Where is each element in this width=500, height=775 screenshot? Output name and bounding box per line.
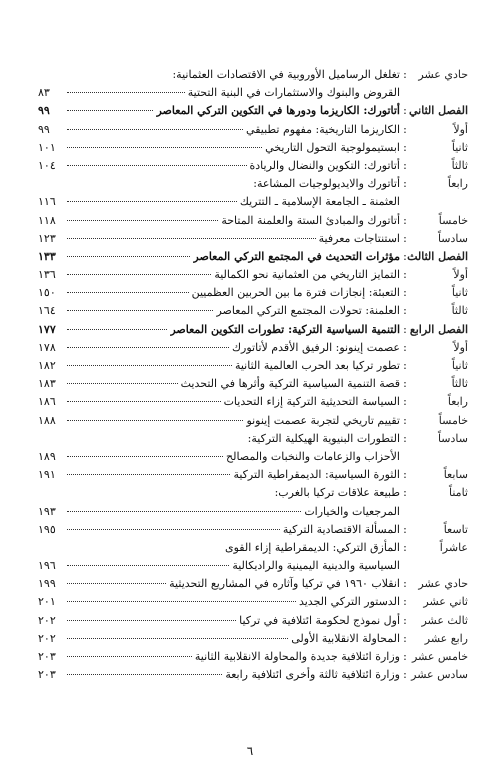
entry-label: تاسعاً — [443, 522, 468, 536]
entry-page-number: ١٩٥ — [38, 522, 56, 536]
toc-entry — [38, 612, 468, 630]
entry-page-number: ١١٦ — [38, 195, 56, 209]
leader-dots — [67, 511, 301, 512]
leader-dots — [67, 238, 316, 239]
entry-label: ثامناً — [449, 486, 468, 500]
entry-colon: : — [403, 395, 407, 409]
toc-entry — [38, 357, 468, 375]
entry-colon: : — [403, 631, 407, 645]
leader-dots — [67, 401, 221, 402]
entry-page-number: ١٩٣ — [38, 504, 56, 518]
toc-entry — [38, 175, 468, 193]
entry-title: أتاتورك والايديولوجيات المشاعة: — [253, 177, 400, 191]
leader-dots — [67, 347, 229, 348]
entry-title: أتاتورك والمبادئ الستة والعلمنة المتاحة — [221, 213, 400, 227]
entry-page-number: ١٨٣ — [38, 377, 56, 391]
entry-colon: : — [403, 522, 407, 536]
entry-label: ثالثاً — [451, 377, 468, 391]
toc-entry — [38, 375, 468, 393]
entry-page-number: ١٠١ — [38, 140, 56, 154]
toc-entry — [38, 430, 468, 448]
entry-title: التمايز التاريخي من العثمانية نحو الكمالية — [214, 268, 400, 282]
toc-entry — [38, 593, 468, 611]
entry-colon: : — [403, 486, 407, 500]
entry-title: القروض والبنوك والاستثمارات في البنية التحتية — [187, 86, 400, 100]
entry-page-number: ٨٣ — [38, 86, 50, 100]
toc-entry — [38, 266, 468, 284]
entry-label: عاشراً — [439, 540, 468, 554]
entry-title: وزارة ائتلافية جديدة والمحاولة الانقلابية الثانية — [194, 650, 400, 663]
toc-entry — [38, 212, 468, 230]
toc-entry — [38, 102, 468, 120]
leader-dots — [67, 292, 189, 293]
entry-page-number: ١٧٨ — [38, 340, 56, 354]
entry-page-number: ١٠٤ — [38, 158, 56, 172]
entry-colon: : — [403, 540, 407, 554]
entry-title: أتاتورك: التكوين والنضال والريادة — [249, 158, 400, 172]
entry-label: ثانياً — [451, 286, 468, 300]
entry-colon: : — [403, 177, 407, 191]
entry-page-number: ١٩٩ — [38, 577, 56, 591]
toc-entry — [38, 157, 468, 175]
entry-colon: : — [403, 122, 407, 136]
entry-label: سادساً — [437, 431, 468, 445]
entry-title: استنتاجات معرفية — [318, 231, 400, 245]
toc-entry — [38, 84, 468, 102]
entry-page-number: ٢٠٢ — [38, 631, 56, 645]
entry-colon: : — [403, 340, 407, 354]
entry-label: الفصل الثاني — [409, 104, 468, 118]
entry-label: الفصل الثالث — [407, 249, 468, 263]
entry-colon: : — [403, 468, 407, 482]
entry-colon: : — [403, 68, 407, 81]
leader-dots — [67, 310, 213, 311]
leader-dots — [67, 383, 178, 384]
leader-dots — [67, 129, 243, 130]
toc-entry — [38, 121, 468, 139]
leader-dots — [67, 583, 166, 584]
leader-dots — [67, 147, 262, 148]
toc-entry — [38, 321, 468, 339]
toc-entry — [38, 193, 468, 211]
entry-colon: : — [403, 613, 407, 627]
entry-page-number: ١٨٩ — [38, 449, 56, 463]
entry-colon: : — [403, 286, 407, 300]
toc-entry — [38, 248, 468, 266]
toc-entry — [38, 648, 468, 666]
entry-title: تقييم تاريخي لتجربة عصمت إينونو — [246, 413, 400, 427]
entry-title: الدستور التركي الجديد — [298, 595, 400, 609]
entry-colon: : — [403, 304, 407, 318]
entry-page-number: ١٩١ — [38, 468, 56, 482]
entry-page-number: ١٣٣ — [38, 249, 56, 263]
entry-label: أولاً — [453, 268, 468, 282]
entry-title: مؤثرات التحديث في المجتمع التركي المعاصر — [193, 249, 400, 263]
entry-label: سابعاً — [443, 468, 468, 482]
entry-colon: : — [403, 104, 407, 118]
entry-label: ثاني عشر — [423, 595, 468, 609]
entry-page-number: ١١٨ — [38, 213, 56, 227]
leader-dots — [67, 365, 232, 366]
entry-label: الفصل الرابع — [409, 322, 468, 336]
toc-entry — [38, 630, 468, 648]
entry-label: أولاً — [453, 122, 468, 136]
entry-label: رابع عشر — [424, 631, 468, 645]
entry-colon: : — [403, 158, 407, 172]
entry-title: الكاريزما التاريخية: مفهوم تطبيقي — [246, 122, 400, 136]
entry-label: ثالثاً — [451, 158, 468, 172]
entry-colon: : — [403, 377, 407, 391]
entry-title: المحاولة الانقلابية الأولى — [291, 631, 400, 645]
entry-colon: : — [403, 359, 407, 372]
toc-entry — [38, 503, 468, 521]
entry-title: أتاتورك: الكاريزما ودورها في التكوين التركي المعاصر — [156, 104, 400, 118]
entry-page-number: ٢٠١ — [38, 595, 56, 609]
entry-page-number: ١٨٨ — [38, 413, 56, 427]
leader-dots — [67, 638, 288, 639]
leader-dots — [67, 656, 192, 657]
toc-entry — [38, 284, 468, 302]
entry-title: قصة التنمية السياسية التركية وأثرها في التحديث — [180, 377, 400, 391]
entry-title: وزارة ائتلافية ثالثة وأخرى ائتلافية رابعة — [225, 668, 400, 682]
entry-label: ثانياً — [451, 359, 468, 372]
entry-label: حادي عشر — [418, 577, 468, 591]
entry-colon: : — [403, 577, 407, 591]
leader-dots — [67, 601, 296, 602]
leader-dots — [67, 620, 236, 621]
entry-label: خامس عشر — [411, 650, 468, 663]
entry-title: تطور تركيا بعد الحرب العالمية الثانية — [234, 359, 400, 372]
toc-entry — [38, 575, 468, 593]
entry-page-number: ٢٠٣ — [38, 668, 56, 682]
leader-dots — [67, 92, 185, 93]
toc-entry — [38, 412, 468, 430]
entry-label: خامساً — [438, 213, 468, 227]
entry-colon: : — [403, 431, 407, 445]
page-number: ٦ — [246, 744, 254, 758]
table-of-contents — [38, 66, 468, 684]
toc-entry — [38, 230, 468, 248]
toc-entry — [38, 393, 468, 411]
entry-label: سادس عشر — [411, 668, 468, 682]
entry-title: السياسة التحديثية التركية إزاء التحديات — [223, 395, 400, 409]
entry-colon: : — [403, 231, 407, 245]
entry-label: ثالثاً — [451, 304, 468, 318]
entry-label: ثالث عشر — [421, 613, 468, 627]
leader-dots — [67, 274, 211, 275]
entry-label: أولاً — [453, 340, 468, 354]
leader-dots — [67, 256, 190, 257]
entry-title: طبيعة علاقات تركيا بالغرب: — [274, 486, 400, 500]
toc-entry — [38, 139, 468, 157]
entry-title: المأزق التركي: الديمقراطية إزاء القوى — [225, 540, 400, 554]
entry-title: التطورات البنيوية الهيكلية التركية: — [247, 431, 400, 445]
leader-dots — [67, 529, 280, 530]
leader-dots — [67, 565, 229, 566]
entry-colon: : — [403, 249, 407, 263]
entry-page-number: ١٩٦ — [38, 559, 56, 573]
entry-title: أول نموذج لحكومة ائتلافية في تركيا — [239, 613, 400, 627]
entry-title: المسألة الاقتصادية التركية — [282, 522, 400, 536]
entry-label: سادساً — [437, 231, 468, 245]
entry-title: التعبئة: إنجازات فترة ما بين الحربين العظميين — [191, 286, 400, 300]
entry-colon: : — [403, 322, 407, 336]
toc-entry — [38, 466, 468, 484]
entry-title: ابستيمولوجية التحول التاريخي — [265, 140, 400, 154]
leader-dots — [67, 456, 223, 457]
toc-entry — [38, 521, 468, 539]
toc-entry — [38, 66, 468, 84]
toc-entry — [38, 339, 468, 357]
entry-label: خامساً — [438, 413, 468, 427]
entry-page-number: ٢٠٣ — [38, 650, 56, 663]
entry-page-number: ١٥٠ — [38, 286, 56, 300]
entry-label: رابعاً — [447, 395, 468, 409]
toc-entry — [38, 666, 468, 684]
entry-page-number: ١٧٧ — [38, 322, 56, 336]
leader-dots — [67, 474, 230, 475]
entry-title: المرجعيات والخيارات — [304, 504, 400, 518]
entry-label: ثانياً — [451, 140, 468, 154]
entry-page-number: ١٦٤ — [38, 304, 56, 318]
entry-title: انقلاب ١٩٦٠ في تركيا وآثاره في المشاريع التحديثية — [169, 577, 400, 591]
entry-title: العثمنة ـ الجامعة الإسلامية ـ التتريك — [239, 195, 400, 209]
entry-title: تغلغل الرساميل الأوروبية في الاقتصادات العثمانية: — [172, 68, 400, 81]
toc-entry — [38, 557, 468, 575]
leader-dots — [67, 110, 153, 111]
entry-title: الأحزاب والزعامات والنخبات والمصالح — [226, 449, 400, 463]
entry-title: السياسية والدينية اليمينية والراديكالية — [232, 559, 400, 573]
toc-entry — [38, 448, 468, 466]
toc-entry — [38, 484, 468, 502]
entry-page-number: ٢٠٢ — [38, 613, 56, 627]
entry-page-number: ١٢٣ — [38, 231, 56, 245]
entry-colon: : — [403, 140, 407, 154]
entry-page-number: ١٨٦ — [38, 395, 56, 409]
entry-colon: : — [403, 413, 407, 427]
toc-entry — [38, 539, 468, 557]
entry-page-number: ١٣٦ — [38, 268, 56, 282]
leader-dots — [67, 220, 218, 221]
entry-label: حادي عشر — [418, 68, 468, 81]
leader-dots — [67, 201, 237, 202]
entry-title: التنمية السياسية التركية: تطورات التكوين المعاصر — [170, 322, 400, 336]
entry-colon: : — [403, 595, 407, 609]
entry-colon: : — [403, 213, 407, 227]
entry-title: العلمنة: تحولات المجتمع التركي المعاصر — [216, 304, 400, 318]
leader-dots — [67, 420, 243, 421]
toc-entry — [38, 302, 468, 320]
entry-title: عصمت إينونو: الرفيق الأقدم لأتاتورك — [231, 340, 400, 354]
leader-dots — [67, 165, 247, 166]
entry-colon: : — [403, 650, 407, 663]
entry-colon: : — [403, 668, 407, 682]
entry-page-number: ٩٩ — [38, 104, 50, 118]
entry-title: الثورة السياسية: الديمقراطية التركية — [233, 468, 400, 482]
entry-page-number: ١٨٢ — [38, 359, 56, 372]
entry-label: رابعاً — [447, 177, 468, 191]
leader-dots — [67, 329, 167, 330]
entry-colon: : — [403, 268, 407, 282]
leader-dots — [67, 674, 222, 675]
entry-page-number: ٩٩ — [38, 122, 50, 136]
